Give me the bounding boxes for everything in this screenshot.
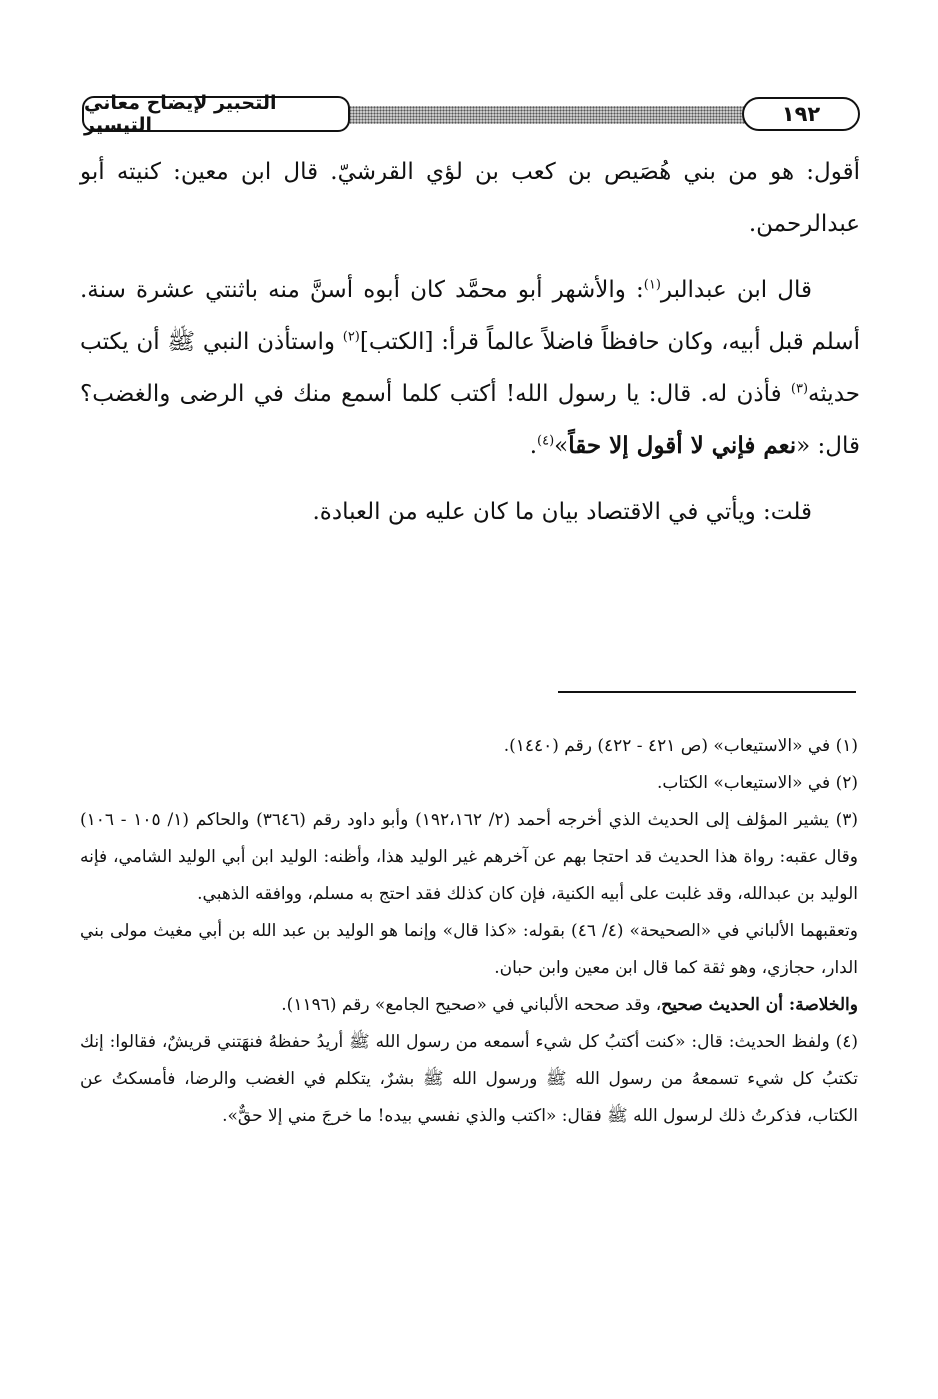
footnote-ref-3: (٣) bbox=[790, 381, 809, 397]
footnote-2: (٢) في «الاستيعاب» الكتاب. bbox=[656, 773, 858, 793]
text-run: : والأشهر أبو محمَّد كان أبوه أسنَّ منه باثنتي عشرة سنة. أسلم قبل أبيه، وكان حافظاً فاضلاً عالماً قرأ: [الكتب] bbox=[80, 277, 861, 355]
paragraph-3: قلت: ويأتي في الاقتصاد بيان ما كان عليه من العبادة. bbox=[312, 499, 812, 525]
footnote-ref-4: (٤) bbox=[537, 433, 555, 449]
text-run: قال ابن عبدالبر bbox=[660, 277, 813, 303]
footnote-ref-1: (١) bbox=[643, 277, 661, 293]
text-run: » bbox=[554, 433, 569, 459]
page-number: ١٩٢ bbox=[742, 97, 860, 131]
footnote-3-summary bbox=[80, 987, 858, 1024]
book-title: التحبير لإيضاح معاني التيسير bbox=[82, 96, 350, 132]
footnote-separator bbox=[558, 691, 856, 693]
text-run: فأذن له. قال: يا رسول الله! أكتب كلما أسمع منك في الرضى والغضب؟ قال: « bbox=[80, 381, 860, 459]
text-run: . bbox=[529, 433, 538, 459]
summary-rest: ، وقد صححه الألباني في «صحيح الجامع» رقم (١١٩٦). bbox=[281, 995, 662, 1015]
paragraph-1: أقول: هو من بني هُصَيص بن كعب بن لؤي القرشيّ. قال ابن معين: كنيته أبو عبدالرحمن. bbox=[80, 159, 860, 237]
footnote-1: (١) في «الاستيعاب» (ص ٤٢١ - ٤٢٢) رقم (١٤٤٠). bbox=[503, 736, 858, 756]
text-run: واستأذن النبي ﷺ أن يكتب حديثه bbox=[80, 329, 860, 407]
main-text bbox=[80, 146, 860, 538]
footnotes bbox=[80, 728, 858, 1135]
header-decorative-band bbox=[337, 106, 750, 124]
footnote-3: (٣) يشير المؤلف إلى الحديث الذي أخرجه أحمد (٢/ ١٩٢،١٦٢) وأبو داود رقم (٣٦٤٦) والحاكم (١/ ١٠٥ - ١٠٦) وقال عقبه: رواة هذا الحديث قد احتجا بهم عن آخرهم غير الوليد هذا، وأظنه: الوليد ابن أبي الوليد الشامي، فإنه الوليد بن عبدالله، وقد غلبت على أبيه الكنية، فإن كان كذلك فقد احتج به مسلم، ووافقه الذهبي. bbox=[80, 810, 858, 904]
summary-bold: والخلاصة: أن الحديث صحيح bbox=[661, 995, 858, 1015]
hadith-quote: نعم فإني لا أقول إلا حقاً bbox=[568, 432, 797, 459]
footnote-ref-2: (٢) bbox=[342, 329, 360, 345]
paragraph-2 bbox=[80, 264, 860, 472]
footnote-3-continued: وتعقبهما الألباني في «الصحيحة» (٤/ ٤٦) بقوله: «كذا قال» وإنما هو الوليد بن عبد الله بن أبي مغيث مولى بني الدار، حجازي، وهو ثقة كما قال ابن معين وابن حبان. bbox=[80, 921, 858, 978]
running-header bbox=[82, 92, 860, 136]
footnote-4: (٤) ولفظ الحديث: قال: «كنت أكتبُ كل شيء أسمعه من رسول الله ﷺ أريدُ حفظهُ فنهَتني قريشٌ، فقالوا: إنك تكتبُ كل شيء تسمعهُ من رسول الله ﷺ ورسول الله ﷺ بشرٌ، يتكلم في الغضب والرضا، فأمسكتُ عن الكتاب، فذكرتُ ذلك لرسول الله ﷺ فقال: «اكتب والذي نفسي بيده! ما خرجَ مني إلا حقٌّ». bbox=[80, 1032, 858, 1126]
